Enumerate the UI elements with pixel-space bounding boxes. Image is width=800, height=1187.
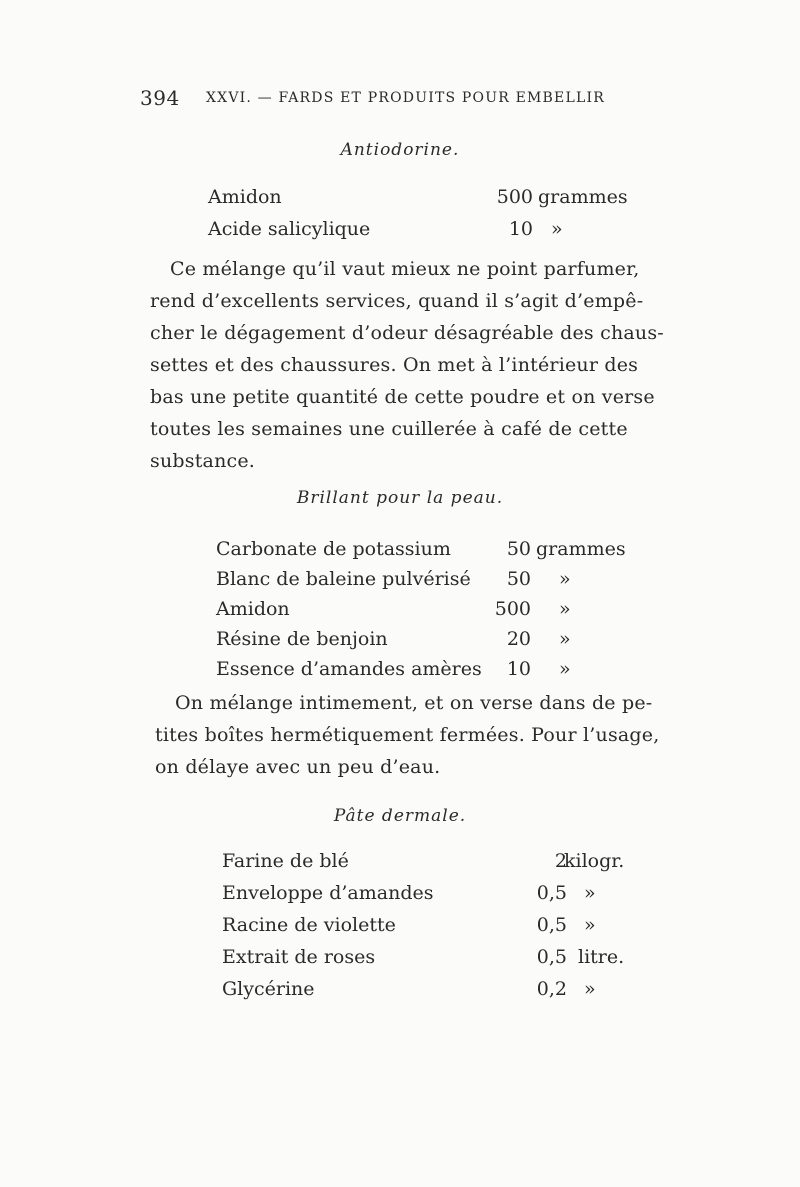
ingredient-amount: 50 <box>506 538 531 560</box>
ingredient-unit: » <box>551 218 563 240</box>
ingredient-unit: » <box>559 568 571 590</box>
paragraph-line: Ce mélange qu’il vaut mieux ne point parfumer, <box>170 258 640 280</box>
ingredient-unit: » <box>584 914 596 936</box>
ingredient-amount: 0,5 <box>536 946 567 968</box>
ingredient-amount: 0,5 <box>536 914 567 936</box>
running-head <box>140 86 620 112</box>
ingredient-unit: » <box>559 658 571 680</box>
ingredient-amount: 0,5 <box>536 882 567 904</box>
ingredient-amount: 0,2 <box>536 978 567 1000</box>
ingredient-amount: 10 <box>506 658 531 680</box>
ingredient-name: Résine de benjoin <box>216 628 388 650</box>
paragraph-line: On mélange intimement, et on verse dans de pe- <box>175 692 653 714</box>
paragraph-line: toutes les semaines une cuillerée à café de cette <box>150 418 628 440</box>
ingredient-unit: grammes <box>538 186 628 208</box>
ingredient-amount: 500 <box>494 598 531 620</box>
section-title-pate-dermale: Pâte dermale. <box>333 806 467 826</box>
ingredient-name: Acide salicylique <box>208 218 371 240</box>
ingredient-amount: 50 <box>506 568 531 590</box>
ingredient-unit: » <box>559 598 571 620</box>
ingredient-name: Farine de blé <box>222 850 349 872</box>
ingredient-name: Extrait de roses <box>222 946 376 968</box>
ingredient-name: Essence d’amandes amères <box>216 658 482 680</box>
ingredient-name: Amidon <box>216 598 290 620</box>
ingredient-amount: 20 <box>506 628 531 650</box>
ingredient-amount: 10 <box>508 218 533 240</box>
section-title-antiodorine: Antiodorine. <box>340 140 460 160</box>
ingredient-name: Glycérine <box>222 978 315 1000</box>
paragraph-line: on délaye avec un peu d’eau. <box>155 756 441 778</box>
ingredient-unit: litre. <box>578 946 625 968</box>
ingredient-name: Carbonate de potassium <box>216 538 451 560</box>
ingredient-name: Amidon <box>208 186 282 208</box>
ingredient-name: Blanc de baleine pulvérisé <box>216 568 471 590</box>
ingredient-unit: kilogr. <box>564 850 625 872</box>
page-number: 394 <box>140 86 180 110</box>
paragraph-line: tites boîtes hermétiquement fermées. Pour l’usage, <box>155 724 660 746</box>
section-title-brillant: Brillant pour la peau. <box>296 488 504 508</box>
ingredient-unit: grammes <box>536 538 626 560</box>
ingredient-unit: » <box>584 978 596 1000</box>
ingredient-unit: » <box>584 882 596 904</box>
ingredient-amount: 500 <box>496 186 533 208</box>
paragraph-line: rend d’excellents services, quand il s’agit d’empê- <box>150 290 644 312</box>
ingredient-name: Racine de violette <box>222 914 396 936</box>
running-title: XXVI. — FARDS ET PRODUITS POUR EMBELLIR <box>206 90 605 106</box>
ingredient-name: Enveloppe d’amandes <box>222 882 434 904</box>
ingredient-unit: » <box>559 628 571 650</box>
paragraph-line: settes et des chaussures. On met à l’intérieur des <box>150 354 639 376</box>
paragraph-line: cher le dégagement d’odeur désagréable des chaus- <box>150 322 664 344</box>
ingredient-amount: 2 <box>554 850 567 872</box>
paragraph-line: substance. <box>150 450 256 472</box>
paragraph-line: bas une petite quantité de cette poudre et on verse <box>150 386 655 408</box>
